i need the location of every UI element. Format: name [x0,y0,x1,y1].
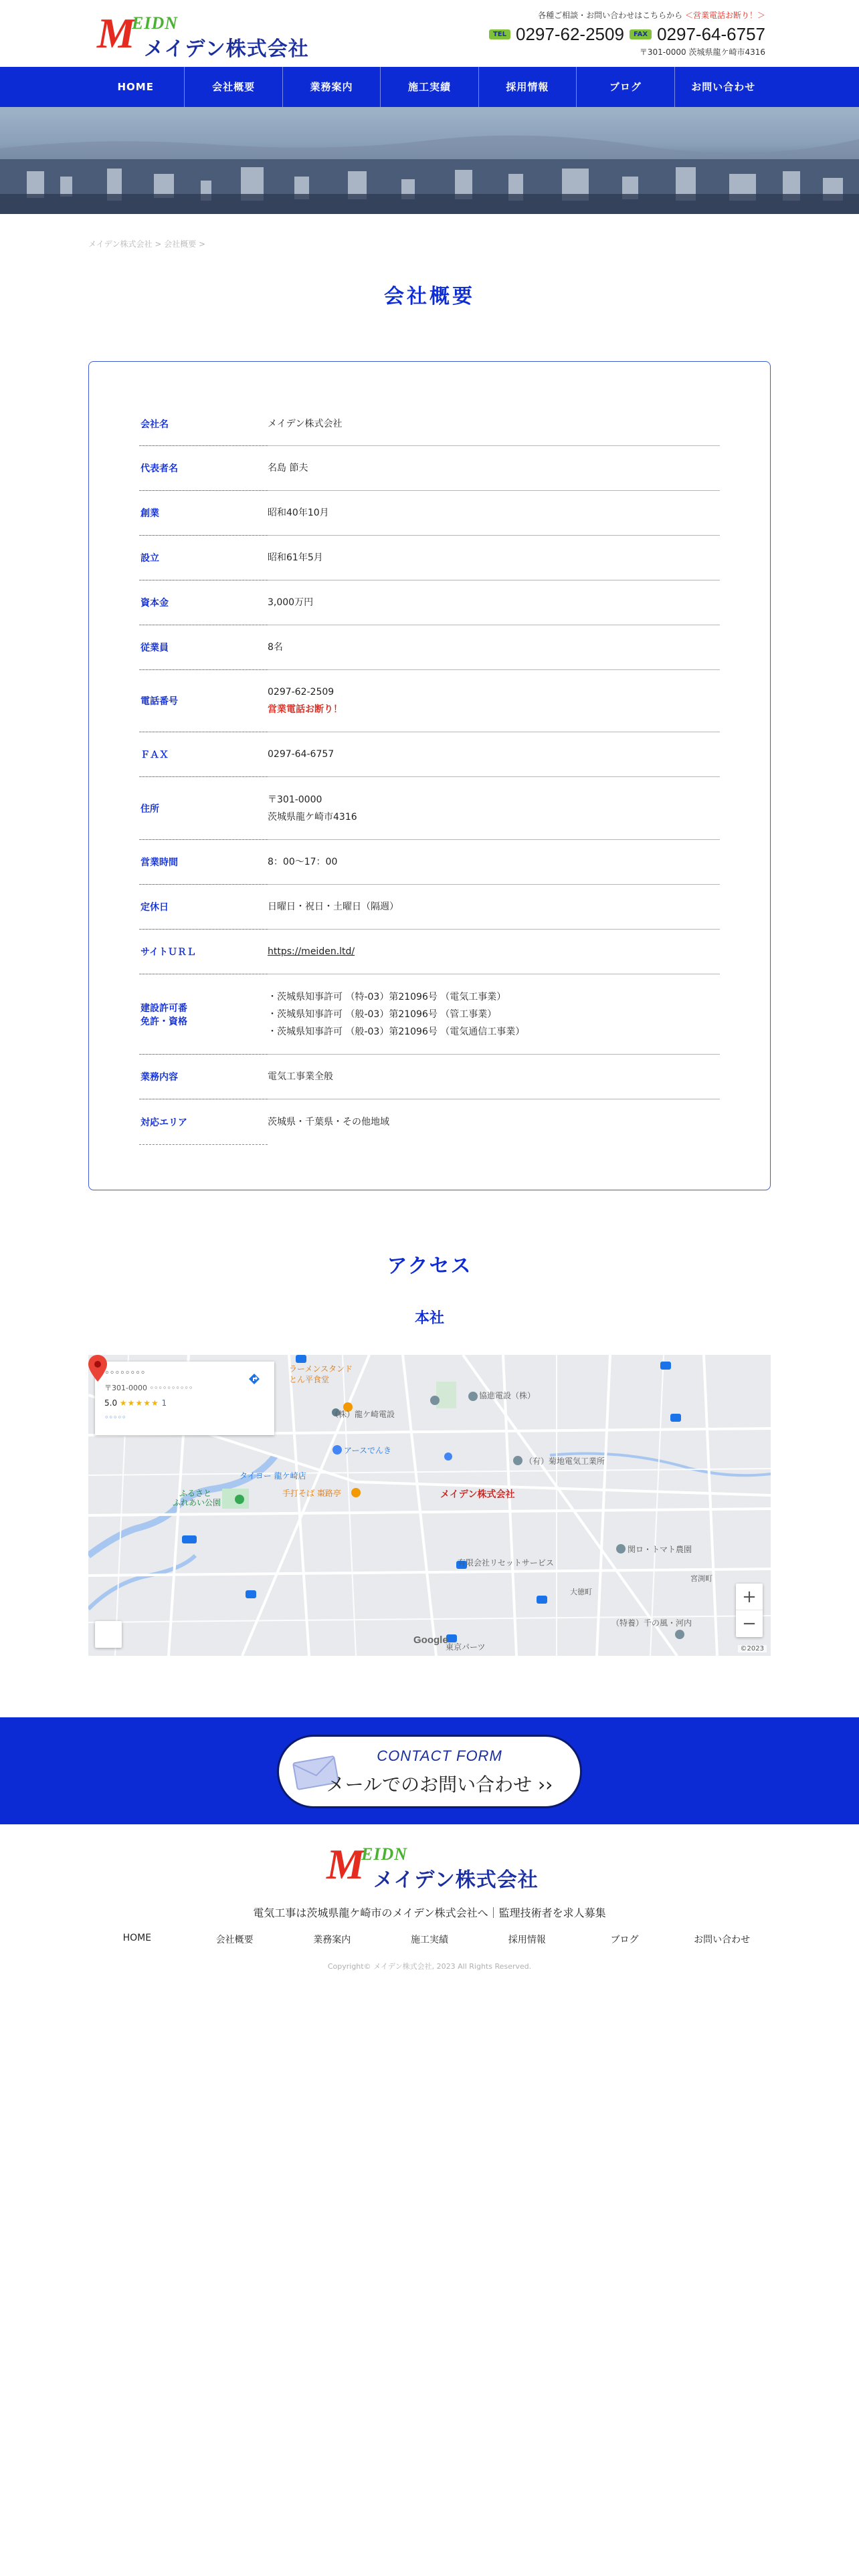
profile-label: 電話番号 [140,696,178,707]
profile-row-area [139,1099,720,1144]
company-profile-table [139,402,720,1144]
footer-nav-contact[interactable]: お問い合わせ [694,1935,751,1945]
contact-note-text: 各種ご相談・お問い合わせはこちらから [538,11,683,20]
site-header [0,0,859,67]
profile-label: ＦＡＸ [140,750,169,760]
place-card-rating [104,1398,265,1408]
profile-label [139,1001,268,1028]
profile-value [268,683,720,718]
footer-nav-recruit[interactable]: 採用情報 [508,1935,546,1945]
review-count[interactable]: 1 [161,1398,167,1408]
map-label-tomato-farm: 関ロ・トマト農園 [628,1545,692,1554]
larger-map-link[interactable]: ◦◦◦◦◦ [104,1413,126,1422]
logo-company-name: メイデン株式会社 [373,1868,539,1892]
no-sales-calls-note: ＜営業電話お断り！＞ [684,11,765,20]
phone-number[interactable]: 0297-62-2509 [268,687,335,697]
profile-label: 営業時間 [140,857,178,868]
footer-nav-works[interactable]: 施工実績 [411,1935,449,1945]
map-label-omachi: 大徳町 [570,1588,592,1596]
logo-letter-m: M [97,9,135,57]
rating-value: 5.0 [104,1398,118,1408]
profile-row-established [139,536,720,580]
profile-value [268,943,720,960]
footer-nav-blog[interactable]: ブログ [610,1935,639,1945]
postal-code: 〒301-0000 [268,794,322,805]
map-label-kyoshin: 協進電設（株） [479,1391,536,1400]
header-fax-number: 0297-64-6757 [657,24,765,44]
directions-icon[interactable] [248,1372,264,1399]
profile-row-representative [139,446,720,491]
map-label-furusato: ふるさと [179,1489,212,1498]
zoom-in-button[interactable]: + [736,1584,763,1610]
footer-nav [88,1933,771,1946]
profile-label-line2: 免許・資格 [140,1016,187,1027]
profile-label: 従業員 [140,643,169,653]
profile-label: 資本金 [140,598,169,609]
copyright: Copyright© メイデン株式会社, 2023 All Rights Reserved. [327,1962,532,1971]
map-label-ramen2: とん平食堂 [289,1375,330,1384]
map-zoom-controls [736,1584,763,1637]
place-card-title: ◦◦◦◦◦◦◦◦ [104,1368,146,1378]
profile-label-line1: 建設許可番 [140,1002,187,1014]
profile-value: 昭和40年10月 [268,508,329,518]
profile-value: 名島 節夫 [268,463,308,473]
footer-nav-company[interactable]: 会社概要 [215,1935,254,1945]
logo-company-name: メイデン株式会社 [144,37,309,61]
contact-form-subtitle: CONTACT FORM [377,1747,502,1764]
nav-item-company[interactable]: 会社概要 [184,67,282,107]
map-label-ryugasaki-densetsu: （株）龍ケ崎電設 [330,1410,395,1419]
map-label-ramen: ラーメンスタンド [289,1364,353,1374]
header-address: 〒301-0000 茨城県龍ケ崎市4316 [639,47,765,57]
profile-value: 茨城県・千葉県・その他地域 [268,1116,389,1128]
profile-row-company-name [139,402,720,446]
site-logo[interactable] [97,9,309,61]
profile-row-fax [139,732,720,777]
profile-label: 設立 [140,553,159,564]
profile-value: 3,000万円 [268,597,314,608]
map-label-meiden: メイデン株式会社 [440,1489,515,1500]
profile-label: 創業 [140,508,159,519]
place-card-address: 〒301-0000 ◦◦◦◦◦◦◦◦◦◦ [104,1384,193,1392]
contact-form-label: メールでのお問い合わせ ›› [326,1774,553,1796]
map-label-kikuchi: （有）菊地電気工業所 [524,1457,605,1466]
contact-form-band [0,1717,859,1824]
profile-row-hours [139,840,720,885]
fax-badge: FAX [630,29,652,39]
license-2: ・茨城県知事許可 （般-03）第21096号 （管工事業） [268,1008,497,1020]
map-label-earth-denki: アースでんき [344,1446,392,1455]
profile-label: 代表者名 [140,463,178,474]
nav-item-services[interactable]: 業務案内 [282,67,380,107]
profile-label: 業務内容 [140,1072,178,1083]
profile-row-site-url [139,930,720,974]
nav-item-recruit[interactable]: 採用情報 [478,67,576,107]
nav-item-works[interactable]: 施工実績 [380,67,478,107]
profile-row-phone [139,670,720,732]
footer-logo[interactable] [326,1840,539,1892]
profile-row-licenses [139,974,720,1055]
global-nav [0,67,859,107]
rating-stars: ★★★★★ [119,1398,159,1408]
profile-row-founded [139,491,720,536]
breadcrumb[interactable]: メイデン株式会社 > 会社概要 > [88,239,206,249]
cityscape-illustration [0,107,859,214]
company-profile-card [88,361,771,1190]
profile-row-capital [139,580,720,625]
map-label-tokyo-parts: 東京パーツ [446,1642,486,1652]
tel-fax-line [484,24,765,44]
profile-row-holidays [139,885,720,930]
profile-label: 会社名 [140,419,169,430]
map-label-senkaze: （特養）千の風・河内 [611,1618,692,1628]
head-office-heading: 本社 [414,1310,444,1327]
footer-nav-services[interactable]: 業務案内 [313,1935,351,1945]
page-title: 会社概要 [384,285,475,308]
profile-value: 8：00〜17：00 [268,857,338,867]
nav-item-blog[interactable]: ブログ [576,67,674,107]
profile-value: 電気工事業全般 [268,1071,333,1082]
map-label-taiyo: タイヨー 龍ケ崎店 [240,1471,306,1481]
google-logo: Google [413,1634,448,1646]
header-contact [484,9,765,58]
profile-value [268,791,720,826]
zoom-out-button[interactable]: − [742,1614,757,1634]
street-view-pegman-icon[interactable] [95,1621,122,1648]
contact-note [484,9,765,21]
tel-badge: TEL [489,29,510,39]
site-url-link[interactable]: https://meiden.ltd/ [268,946,355,957]
profile-row-business [139,1055,720,1099]
footer-nav-home[interactable]: HOME [122,1933,152,1943]
profile-value: 8名 [268,642,283,653]
map-label-satoko: 宮渕町 [690,1574,712,1583]
access-heading: アクセス [387,1255,472,1278]
profile-label: 住所 [140,803,159,815]
logo-eidn: EIDN [132,13,179,33]
contact-form-button[interactable] [277,1735,582,1808]
map-place-card[interactable] [95,1362,274,1435]
logo-eidn: EIDN [361,1844,408,1864]
profile-value: 昭和61年5月 [268,552,323,563]
profile-value: 0297-64-6757 [268,749,335,760]
profile-label: 定休日 [140,902,169,913]
map-label-teuchi-soba: 手打そば 棗路亭 [282,1489,341,1498]
header-tel-number[interactable]: 0297-62-2509 [516,24,624,44]
hero-cityscape-image [0,107,859,214]
profile-row-address [139,777,720,840]
license-3: ・茨城県知事許可 （般-03）第21096号 （電気通信工事業） [268,1026,525,1037]
map-attribution[interactable]: ©2023 [738,1645,767,1652]
footer-tagline: 電気工事は茨城県龍ケ崎市のメイデン株式会社へ｜監理技術者を求人募集 [253,1907,606,1919]
profile-value [268,988,720,1041]
profile-row-employees [139,625,720,670]
location-pin-icon[interactable] [88,1355,107,1382]
profile-label: 対応エリア [140,1117,187,1128]
nav-item-contact[interactable]: お問い合わせ [674,67,772,107]
profile-value: メイデン株式会社 [268,418,343,429]
no-sales-calls-warning: 営業電話お断り！ [268,704,343,715]
profile-value: 日曜日・祝日・土曜日（隔週） [268,901,399,912]
profile-label: サイトＵＲＬ [140,947,197,958]
street-address: 茨城県龍ケ崎市4316 [268,811,357,823]
license-1: ・茨城県知事許可 （特-03）第21096号 （電気工事業） [268,991,506,1002]
logo-letter-m: M [326,1840,365,1888]
google-map-embed[interactable] [88,1355,771,1656]
nav-item-home[interactable]: HOME [117,81,154,93]
map-label-reset-service: 有限会社リセットサービス [458,1558,554,1568]
map-label-furusato-park: ふれあい公園 [173,1498,221,1507]
